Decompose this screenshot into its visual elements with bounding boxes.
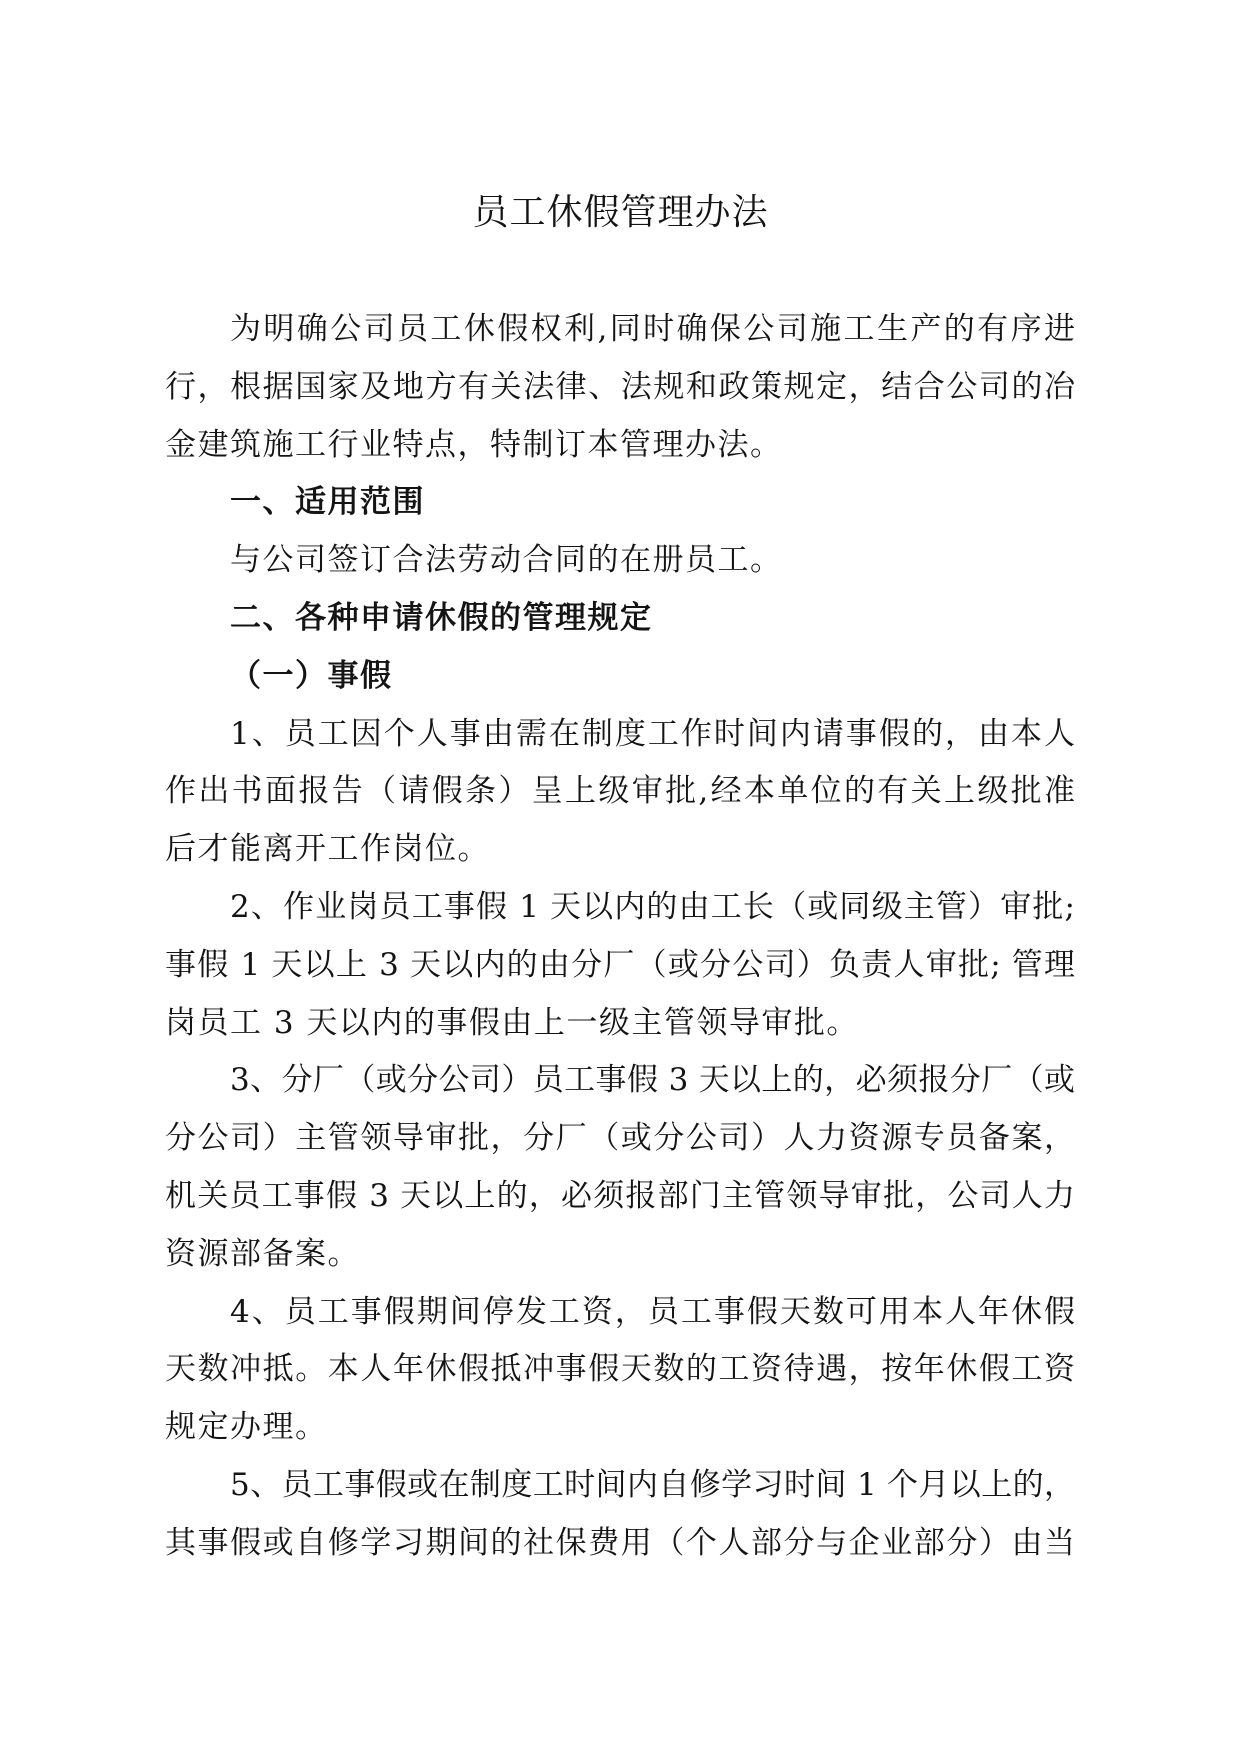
paragraph-line: 岗员工 3 天以内的事假由上一级主管领导审批。 [165, 1004, 859, 1041]
rule-item-5 [165, 1457, 1075, 1573]
paragraph-line: 事假 1 天以上 3 天以内的由分厂（或分公司）负责人审批; 管理 [165, 946, 1075, 983]
subsection-personal-leave [165, 648, 1075, 1573]
paragraph-line: 2、作业岗员工事假 1 天以内的由工长（或同级主管）审批; [230, 888, 1075, 925]
paragraph-line: 1、员工因个人事由需在制度工作时间内请事假的，由本人 [230, 715, 1075, 752]
section-heading: 一、适用范围 [230, 484, 425, 521]
paragraph-line: 规定办理。 [165, 1409, 328, 1446]
paragraph-line: 天数冲抵。本人年休假抵冲事假天数的工资待遇，按年休假工资 [165, 1351, 1075, 1388]
paragraph-line: 3、分厂（或分公司）员工事假 3 天以上的，必须报分厂（或 [230, 1062, 1075, 1099]
section-leave-rules [165, 590, 1075, 1573]
paragraph-line: 5、员工事假或在制度工时间内自修学习时间 1 个月以上的， [230, 1466, 1075, 1503]
document-title: 员工休假管理办法 [472, 192, 769, 233]
rule-item-4 [165, 1284, 1075, 1457]
paragraph-line: 行，根据国家及地方有关法律、法规和政策规定，结合公司的冶 [165, 368, 1075, 405]
paragraph-line: 与公司签订合法劳动合同的在册员工。 [230, 542, 783, 579]
paragraph-line: 分公司）主管领导审批，分厂（或分公司）人力资源专员备案， [165, 1120, 1075, 1157]
paragraph-line: 4、员工事假期间停发工资，员工事假天数可用本人年休假 [230, 1293, 1075, 1330]
subsection-heading: （一）事假 [230, 657, 393, 694]
paragraph-line: 其事假或自修学习期间的社保费用（个人部分与企业部分）由当 [165, 1524, 1075, 1561]
section-heading: 二、各种申请休假的管理规定 [230, 599, 653, 636]
rule-item-3 [165, 1052, 1075, 1283]
paragraph-line: 金建筑施工行业特点，特制订本管理办法。 [165, 426, 783, 463]
paragraph-line: 后才能离开工作岗位。 [165, 831, 490, 868]
document-body [165, 301, 1075, 1573]
rule-item-1 [165, 706, 1075, 879]
section-scope [165, 474, 1075, 590]
rule-item-2 [165, 879, 1075, 1052]
paragraph-line: 为明确公司员工休假权利,同时确保公司施工生产的有序进 [230, 311, 1075, 347]
paragraph-line: 资源部备案。 [165, 1235, 360, 1272]
preamble-paragraph [165, 301, 1075, 474]
paragraph-line: 机关员工事假 3 天以上的，必须报部门主管领导审批，公司人力 [165, 1177, 1075, 1214]
paragraph-line: 作出书面报告（请假条）呈上级审批,经本单位的有关上级批准 [165, 773, 1075, 810]
